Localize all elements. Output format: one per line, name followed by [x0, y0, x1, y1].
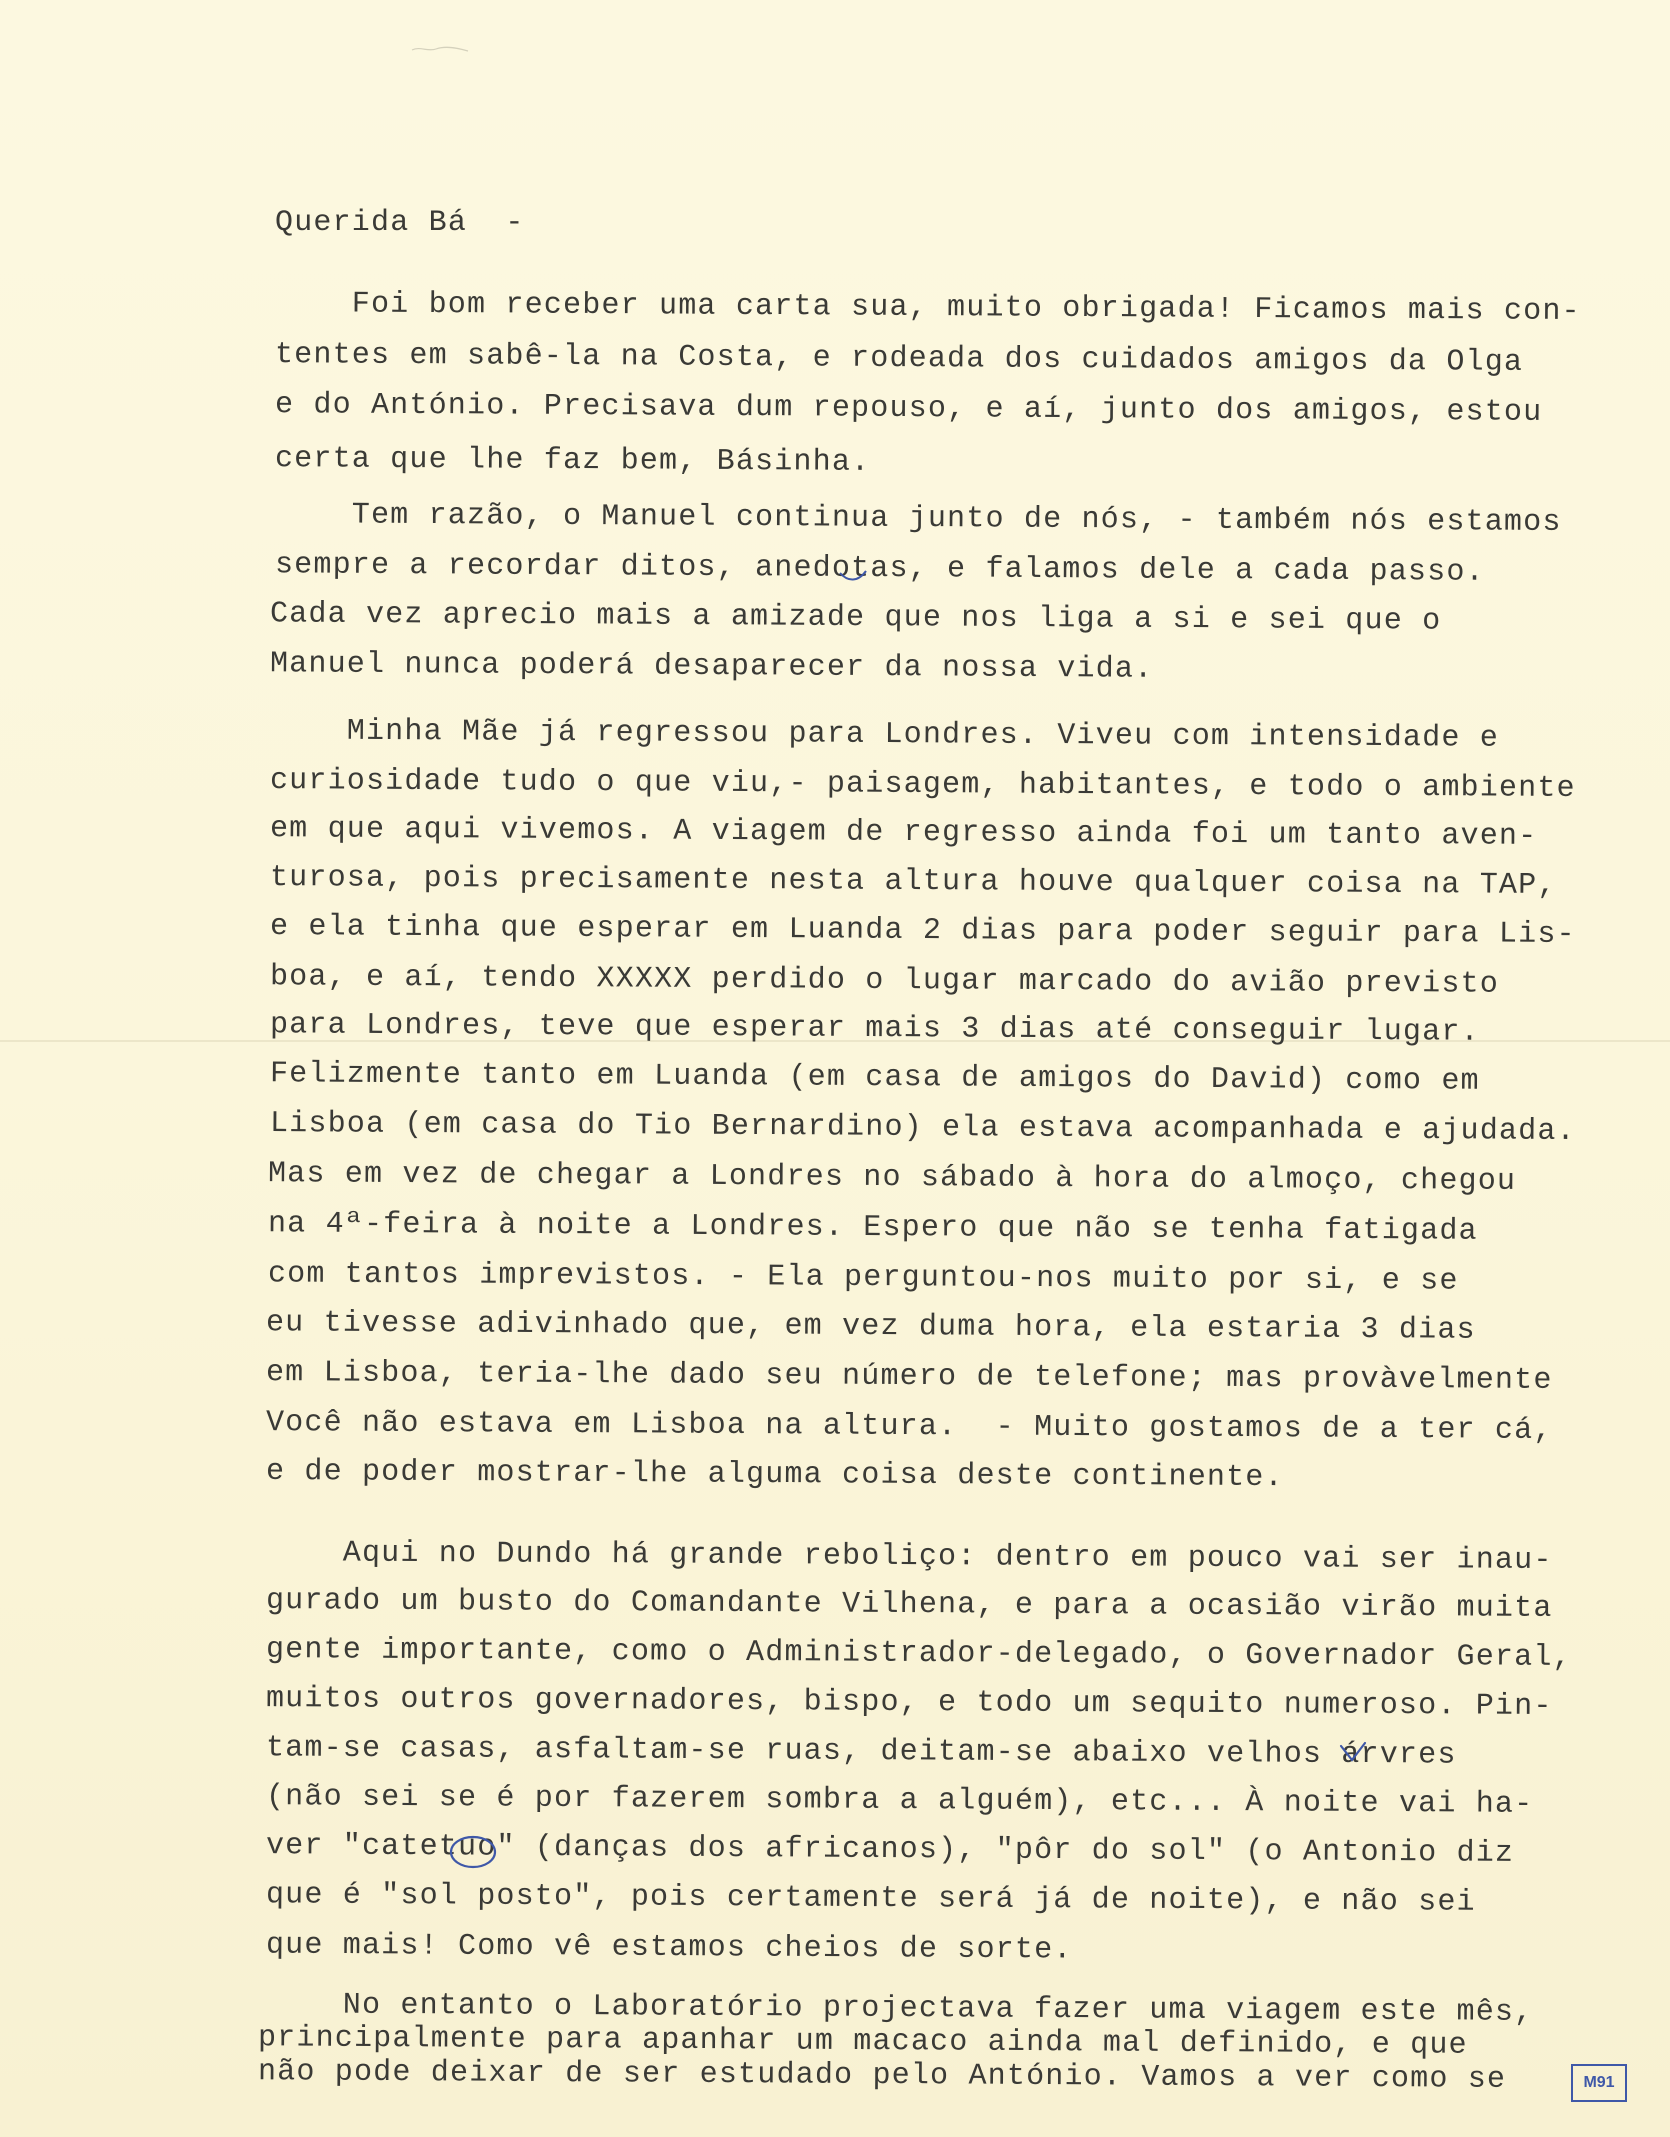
text-line: muitos outros governadores, bispo, e todo um sequito numeroso. Pin- [265, 1682, 1553, 1724]
ink-correction-circle [447, 1832, 499, 1872]
text-line: tentes em sabê-la na Costa, e rodeada dos cuidados amigos da Olga [274, 338, 1524, 380]
greeting: Querida Bá - [275, 206, 525, 240]
text-line: ver "catetuo" (danças dos africanos), "pôr do sol" (o Antonio diz [265, 1829, 1515, 1871]
text-line: Minha Mãe já regressou para Londres. Viveu com intensidade e [269, 714, 1500, 756]
text-line: Lisboa (em casa do Tio Bernardino) ela estava acompanhada e ajudada. [269, 1107, 1576, 1149]
text-line: principalmente para apanhar um macaco ainda mal definido, e que [257, 2021, 1468, 2063]
text-line: Felizmente tanto em Luanda (em casa de amigos do David) como em [269, 1057, 1480, 1099]
ink-correction-mark [838, 568, 868, 582]
text-line: Cada vez aprecio mais a amizade que nos liga a si e sei que o [269, 597, 1442, 639]
text-line: que mais! Como vê estamos cheios de sorte. [265, 1928, 1073, 1968]
text-line: tam-se casas, asfaltam-se ruas, deitam-se abaixo velhos árvres [265, 1731, 1457, 1773]
pencil-mark [410, 42, 470, 56]
text-line: em Lisboa, teria-lhe dado seu número de telefone; mas provàvelmente [265, 1356, 1553, 1398]
text-line: Mas em vez de chegar a Londres no sábado à hora do almoço, chegou [267, 1157, 1517, 1199]
ink-correction-mark [1338, 1740, 1368, 1764]
text-line: Tem razão, o Manuel continua junto de nós, - também nós estamos [274, 498, 1562, 540]
text-line: (não sei se é por fazerem sombra a alguém), etc... À noite vai ha- [265, 1780, 1534, 1822]
text-line: Você não estava em Lisboa na altura. - Muito gostamos de a ter cá, [265, 1406, 1553, 1448]
text-line: para Londres, teve que esperar mais 3 dias até conseguir lugar. [269, 1008, 1480, 1050]
text-line: No entanto o Laboratório projectava fazer uma viagem este mês, [265, 1988, 1534, 2030]
text-line: gurado um busto do Comandante Vilhena, e para a ocasião virão muita [265, 1584, 1553, 1626]
text-line: certa que lhe faz bem, Básinha. [274, 442, 871, 480]
text-line: e de poder mostrar-lhe alguma coisa deste continente. [265, 1454, 1284, 1496]
text-line: curiosidade tudo o que viu,- paisagem, habitantes, e todo o ambiente [269, 764, 1576, 806]
text-line: na 4ª-feira à noite a Londres. Espero que não se tenha fatigada [267, 1207, 1478, 1249]
text-line: boa, e aí, tendo XXXXX perdido o lugar marcado do avião previsto [269, 960, 1500, 1002]
text-line: Foi bom receber uma carta sua, muito obrigada! Ficamos mais con- [274, 287, 1581, 329]
text-line: gente importante, como o Administrador-delegado, o Governador Geral, [265, 1633, 1572, 1675]
text-line: e do António. Precisava dum repouso, e aí, junto dos amigos, estou [274, 388, 1543, 430]
text-line: Aqui no Dundo há grande reboliço: dentro em pouco vai ser inau- [265, 1536, 1553, 1578]
text-line: com tantos imprevistos. - Ela perguntou-nos muito por si, e se [267, 1257, 1459, 1299]
text-line: em que aqui vivemos. A viagem de regresso ainda foi um tanto aven- [269, 812, 1538, 854]
text-line: que é "sol posto", pois certamente será já de noite), e não sei [265, 1878, 1476, 1920]
text-line: eu tivesse adivinhado que, em vez duma hora, ela estaria 3 dias [265, 1306, 1476, 1348]
text-line: turosa, pois precisamente nesta altura houve qualquer coisa na TAP, [269, 861, 1557, 903]
text-line: sempre a recordar ditos, anedotas, e falamos dele a cada passo. [274, 548, 1485, 590]
text-line: não pode deixar de ser estudado pelo António. Vamos a ver como se [257, 2055, 1507, 2097]
text-line: e ela tinha que esperar em Luanda 2 dias para poder seguir para Lis- [269, 910, 1576, 952]
archive-stamp: M91 [1571, 2064, 1627, 2102]
text-line: Manuel nunca poderá desaparecer da nossa vida. [269, 647, 1154, 687]
